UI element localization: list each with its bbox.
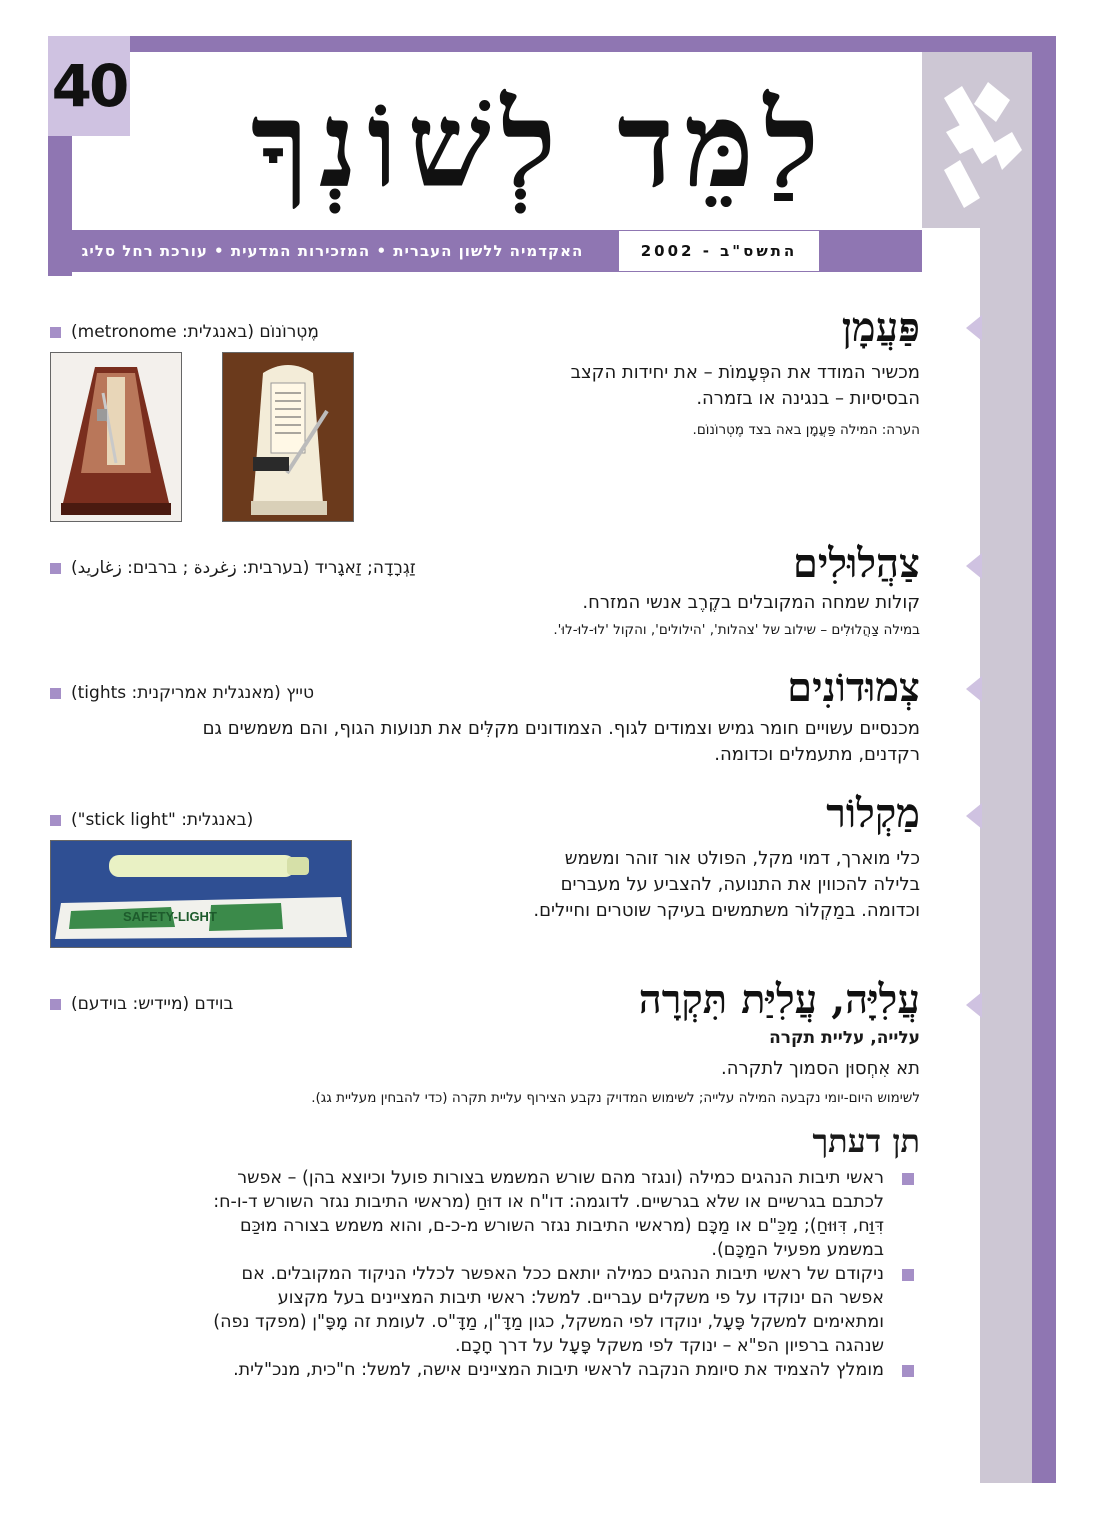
entry-definition xyxy=(400,1056,920,1082)
newsletter-title: לַמֵּד לְשׁוֹנְךָ xyxy=(250,75,830,214)
side-column xyxy=(980,228,1032,1483)
entry-term: מַקְלוֹר xyxy=(826,790,920,837)
issue-number: 40 xyxy=(51,52,127,120)
entry-note: במילה צַהֲלוּלִים – שילוב של 'צהלות', 'הילולים', והקול 'לוּ-לוּ-לוּ'. xyxy=(553,622,920,638)
tips-line: ומתאימים למשקל פָּעָל, ינוקדו לפי המשקל, כגון מַדָּ"ן, מַדָּ"ס. לעומת זה מָפָּ"ן (מפקד נפה) xyxy=(213,1312,884,1332)
issue-number-badge xyxy=(48,36,130,136)
entry-definition xyxy=(420,360,920,412)
entry-definition xyxy=(300,590,920,616)
tips-item xyxy=(46,1358,920,1382)
definition-line: קולות שמחה המקובלים בקֶרֶב אנשי המזרח. xyxy=(582,592,920,613)
header-top-band xyxy=(48,36,1056,52)
definition-line: רקדנים, מתעמלים וכדומה. xyxy=(714,744,920,765)
square-bullet-icon xyxy=(50,815,61,826)
entry-definition xyxy=(400,846,920,924)
definition-line: הבסיסיות – בנגינה או בזמרה. xyxy=(696,388,920,409)
entry-foreign xyxy=(50,556,416,580)
tips-line: לכתבם בגרשיים או שלא בגרשיים. לדוגמה: דו"ח או דוּחַ (מראשי התיבות נגזר השורש ד-ו-ח: xyxy=(213,1192,884,1212)
tips-line: ניקודם של ראשי תיבות הנהגים כמילה יותאם ככל האפשר לכללי הניקוד המקובלים. אם xyxy=(241,1264,884,1284)
tips-line: ראשי תיבות הנהגים כמילה (ונגזר מהם שורש המשמש בצורות פועל וכיוצא בהן) – אפשר xyxy=(237,1168,884,1188)
entry-term: צְמוּדוֹנִים xyxy=(787,664,920,711)
tips-line: במשמע מפעיל המַכָּם). xyxy=(711,1240,884,1260)
tips-item xyxy=(46,1262,920,1358)
entry-plain-spelling: עלייה, עליית תקרה xyxy=(769,1028,920,1048)
definition-line: מכנסיים עשויים חומר גמיש וצמודים לגוף. הצמודונים מקלִּים את תנועות הגוף, והם משמשים גם xyxy=(202,718,920,739)
square-bullet-icon xyxy=(902,1173,914,1185)
entry-note: הערה: המילה פַּעֲמָן באה בצד מֶטְרוֹנוֹם. xyxy=(692,422,920,438)
entry-foreign-text: זַגְרָדָה; זַאגָריד (בערבית: زغردة ; ברבים: زغاريد) xyxy=(71,558,416,578)
square-bullet-icon xyxy=(50,563,61,574)
entry-note: לשימוש היום-יומי נקבעה המילה עלייה; לשימוש המדויק נקבע הצירוף עליית תקרה (כדי להבחין מעליית גג). xyxy=(311,1090,920,1106)
entry-foreign xyxy=(50,992,233,1016)
entry-term: פַּעֲמָן xyxy=(841,304,920,351)
definition-line: כלי מוארך, דמוי מקל, הפולט אור זוהר ומשמש xyxy=(564,848,920,869)
tips-line: דִּוַּח, דִּוּוּחַ); מַכַּ"ם או מַכָּם (מראשי התיבות נגזר השורש מ-כ-ם, והוא משמש בצורה מוּכַּם xyxy=(239,1216,884,1236)
entry-foreign-text: בוידם (מיידיש: בוידעם) xyxy=(71,994,234,1014)
definition-line: מכשיר המודד את הפְּעָמוֹת – את יחידות הקצב xyxy=(570,362,920,383)
square-bullet-icon xyxy=(902,1269,914,1281)
entry-marker xyxy=(966,803,982,829)
square-bullet-icon xyxy=(50,327,61,338)
definition-line: תא אִחְסוּן הסמוך לתקרה. xyxy=(720,1058,920,1079)
entry-term: צַהֲלוּלִים xyxy=(792,540,920,587)
academy-logo-icon xyxy=(922,52,1032,228)
entry-foreign-text: טייץ (מאנגלית אמריקנית: tights) xyxy=(71,683,315,703)
tips-item xyxy=(46,1166,920,1262)
entry-foreign xyxy=(50,681,314,705)
entry-marker xyxy=(966,315,982,341)
definition-line: בלילה להכווין את התנועה, להצביע על מעברים xyxy=(560,874,920,895)
metronome-photo-white xyxy=(222,352,354,522)
entry-foreign-text: (באנגלית: "stick light") xyxy=(71,810,254,830)
entry-term: עֲלִיָּה, עֲלִיַּת תִּקְרָה xyxy=(638,976,920,1023)
entry-foreign xyxy=(50,320,319,344)
square-bullet-icon xyxy=(902,1365,914,1377)
tips-line: מומלץ להצמיד את סיומת הנקבה לראשי תיבות המציינים אישה, למשל: ח"כית, מנכ"לית. xyxy=(233,1360,884,1380)
subtitle-text: האקדמיה ללשון העברית • המזכירות המדעית • עורכת רחל סליג xyxy=(81,242,584,260)
year-label: התשס"ב - 2002 xyxy=(618,230,820,272)
definition-line: וכדומה. במַקְלוֹר משתמשים בעיקר שוטרים וחיילים. xyxy=(533,900,920,921)
square-bullet-icon xyxy=(50,999,61,1010)
square-bullet-icon xyxy=(50,688,61,699)
metronome-photo-wood xyxy=(50,352,182,522)
entry-marker xyxy=(966,676,982,702)
photo-package-label: SAFETY-LIGHT xyxy=(123,909,217,924)
entry-definition xyxy=(46,716,920,768)
side-strip xyxy=(1032,52,1056,1483)
entry-foreign-text: מֶטְרוֹנוֹם (באנגלית: metronome) xyxy=(71,322,319,342)
entry-marker xyxy=(966,992,982,1018)
academy-logo xyxy=(922,52,1032,228)
stick-light-photo xyxy=(50,840,352,948)
entry-foreign xyxy=(50,808,253,832)
tips-line: אפשר הם ינוקדו על פי משקלים עבריים. למשל: ראשי תיבות המציינים בעל מקצוע xyxy=(277,1288,884,1308)
tips-list xyxy=(46,1166,920,1382)
entry-marker xyxy=(966,553,982,579)
tips-title: תן דעתך xyxy=(812,1122,920,1160)
tips-line: שנהגה ברפיון הפ"א – ינוקד לפי משקל פָּעָל על דרך חָכָם. xyxy=(454,1336,884,1356)
